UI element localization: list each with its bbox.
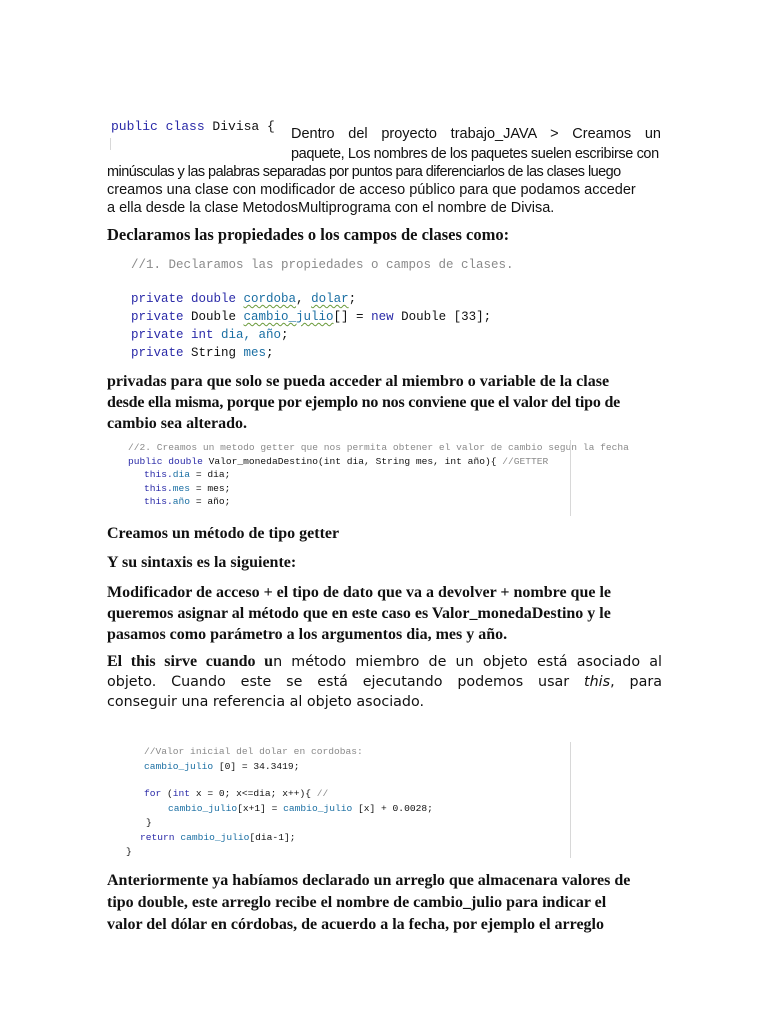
- code-line-doubles: [131, 290, 514, 308]
- code-type: Double: [191, 310, 244, 324]
- code-line-this-dia: [128, 468, 629, 482]
- code-text: [dia-1];: [249, 831, 296, 843]
- code-line-this-ano: [128, 495, 629, 509]
- code-text: = año;: [190, 496, 231, 507]
- code-comment: //1. Declaramos las propiedades o campos de clases.: [131, 258, 514, 272]
- code-edge: [570, 742, 571, 858]
- field-cambio-julio: cambio_julio: [144, 760, 214, 772]
- private-line-2: desde ella misma, porque por ejemplo no nos conviene que el valor del tipo de: [107, 394, 621, 411]
- final-line-3: valor del dólar en córdobas, de acuerdo a la fecha, por ejemplo el arreglo: [107, 916, 604, 933]
- this-line-2-a: objeto. Cuando este se está ejecutando podemos usar: [107, 674, 585, 690]
- code-text: (: [161, 788, 173, 799]
- field-dia-ano: dia, año: [221, 328, 282, 342]
- code-edge: [110, 138, 111, 150]
- field-cambio-julio: cambio_julio: [243, 310, 334, 324]
- code-brace: }: [126, 846, 132, 857]
- code-type: String: [191, 346, 244, 360]
- field-cambio-julio: cambio_julio: [283, 802, 353, 814]
- private-line-3: cambio sea alterado.: [107, 415, 247, 432]
- getter-title: Creamos un método de tipo getter: [107, 525, 340, 542]
- code-comment: //2. Creamos un metodo getter que nos permita obtener el valor de cambio segun la fecha: [128, 442, 629, 453]
- code-text: [x+1] =: [237, 802, 284, 814]
- code-line-string: [131, 344, 514, 362]
- code-comment: //GETTER: [502, 455, 549, 467]
- this-bold-part: El this sirve cuando u: [107, 653, 274, 670]
- method-params: (int dia, String mes, int año){: [318, 455, 503, 467]
- class-declaration-code: [111, 119, 275, 134]
- code-keyword: this.: [144, 469, 173, 480]
- code-comment: //: [316, 788, 329, 799]
- syntax-title: Y su sintaxis es la siguiente:: [107, 554, 297, 571]
- code-keyword: this.: [144, 496, 173, 507]
- private-line-1: privadas para que solo se pueda acceder al miembro o variable de la clase: [107, 373, 610, 390]
- modifier-line-1: Modificador de acceso + el tipo de dato que va a devolver + nombre que le: [107, 584, 611, 601]
- code-keyword: private int: [131, 328, 222, 342]
- this-line-1: [107, 652, 662, 672]
- final-line-1: Anteriormente ya habíamos declarado un arreglo que almacenara valores de: [107, 872, 631, 889]
- this-line-2-b: , para: [610, 674, 662, 690]
- code-keyword: int: [172, 788, 191, 799]
- field-dia: dia: [172, 469, 191, 480]
- code-line-array: [131, 308, 514, 326]
- field-ano: año: [172, 496, 191, 507]
- code-text: ,: [296, 292, 312, 306]
- final-paragraph: [107, 870, 667, 936]
- code-text: Double [33];: [393, 310, 492, 324]
- code-keywords: public class: [111, 119, 213, 134]
- code-text: = mes;: [190, 482, 231, 494]
- intro-line-4: creamos una clase con modificador de acceso público para que podamos acceder: [107, 182, 636, 198]
- intro-line-2: paquete, Los nombres de los paquetes suelen escribirse con: [291, 146, 659, 162]
- this-paragraph: [107, 652, 662, 712]
- code-brace: }: [146, 817, 152, 828]
- properties-heading: Declaramos las propiedades o los campos de clases como:: [107, 225, 510, 244]
- code-line-increment: [118, 802, 433, 817]
- code-line-for: [118, 787, 433, 802]
- code-text: [0] = 34.3419;: [213, 760, 300, 772]
- this-line-2: [107, 672, 662, 692]
- intro-line-1: Dentro del proyecto trabajo_JAVA > Creamos un: [291, 126, 661, 142]
- code-line-ints: [131, 326, 514, 344]
- code-keyword: this.: [144, 482, 173, 494]
- this-line-3: conseguir una referencia al objeto asociado.: [107, 694, 425, 710]
- code-keyword: private double: [131, 292, 244, 306]
- code-comment: //Valor inicial del dolar en cordobas:: [144, 746, 363, 757]
- code-keyword: public double: [128, 455, 209, 467]
- method-name: Valor_monedaDestino: [208, 455, 318, 467]
- code-text: ;: [281, 328, 289, 342]
- code-text: x = 0; x<=dia; x++){: [190, 788, 317, 799]
- field-dolar: dolar: [311, 292, 349, 306]
- code-keyword: new: [371, 310, 394, 324]
- code-line-signature: [128, 455, 629, 469]
- getter-code-block: [128, 441, 629, 509]
- field-cambio-julio: cambio_julio: [180, 831, 250, 843]
- code-text: ;: [266, 346, 274, 360]
- this-italic: this: [584, 674, 611, 690]
- code-keyword: private: [131, 310, 192, 324]
- field-mes: mes: [243, 346, 267, 360]
- field-cambio-julio: cambio_julio: [168, 802, 238, 814]
- field-mes: mes: [172, 482, 191, 494]
- code-line-init: [118, 760, 433, 775]
- code-keyword: private: [131, 346, 192, 360]
- code-line-return: [118, 831, 433, 846]
- this-line-1-rest: n método miembro de un objeto está asociado al: [273, 654, 662, 670]
- modifier-paragraph: [107, 582, 667, 645]
- modifier-line-3: pasamos como parámetro a los argumentos dia, mes y año.: [107, 626, 508, 643]
- code-text: = dia;: [190, 469, 231, 480]
- code-keyword: return: [140, 831, 181, 843]
- intro-line-3: minúsculas y las palabras separadas por puntos para diferenciarlos de las clases luego: [107, 164, 621, 180]
- code-text: ;: [348, 292, 357, 306]
- field-cordoba: cordoba: [243, 292, 297, 306]
- code-text: [x] + 0.0028;: [352, 802, 433, 814]
- intro-line-5: a ella desde la clase MetodosMultiprograma con el nombre de Divisa.: [107, 200, 555, 216]
- code-line-this-mes: [128, 482, 629, 496]
- modifier-line-2: queremos asignar al método que en este caso es Valor_monedaDestino y le: [107, 605, 611, 622]
- code-edge: [570, 440, 571, 516]
- class-name: Divisa {: [212, 119, 275, 134]
- final-line-2: tipo double, este arreglo recibe el nombre de cambio_julio para indicar el: [107, 894, 607, 911]
- private-paragraph: [107, 371, 667, 434]
- properties-code-block: [131, 256, 514, 362]
- loop-code-block: [118, 745, 433, 860]
- code-text: [] =: [333, 310, 372, 324]
- code-keyword: for: [144, 788, 162, 799]
